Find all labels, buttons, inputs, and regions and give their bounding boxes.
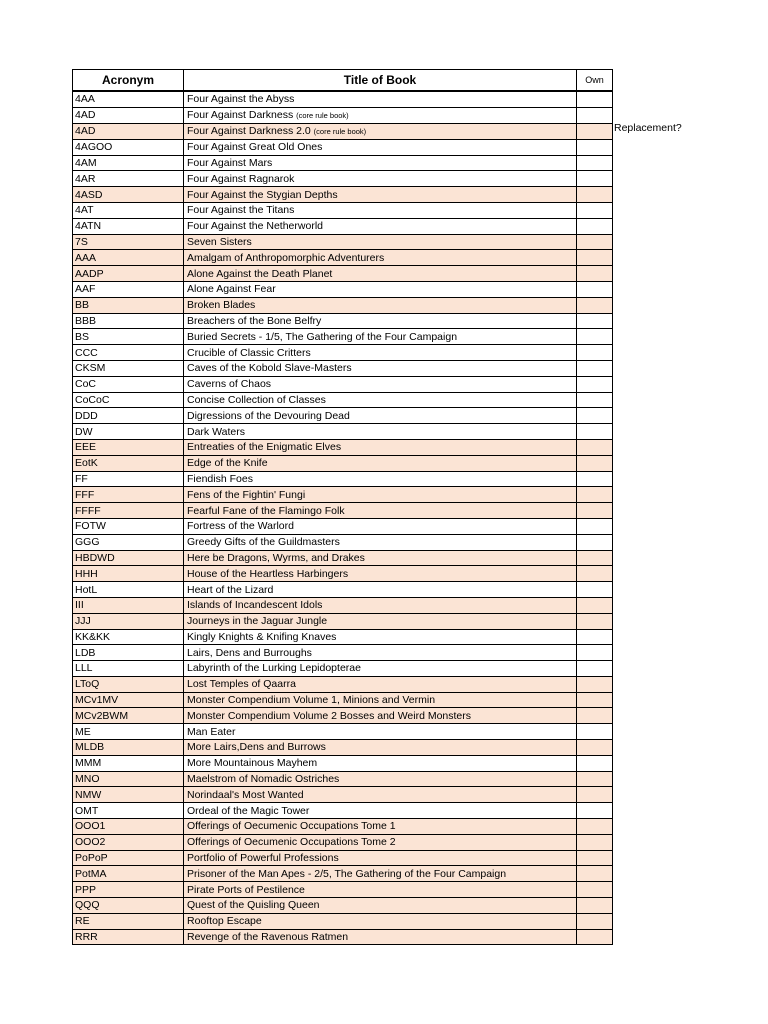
book-title: Entreaties of the Enigmatic Elves (187, 441, 342, 454)
book-title: Four Against the Stygian Depths (187, 188, 338, 201)
table-row (73, 850, 613, 866)
title-cell[interactable] (184, 803, 577, 819)
own-cell[interactable] (577, 771, 613, 787)
acronym-cell[interactable]: HotL (73, 582, 184, 598)
acronym-cell[interactable]: 7S (73, 234, 184, 250)
title-cell[interactable] (184, 155, 577, 171)
table-row (73, 566, 613, 582)
table-row (73, 155, 613, 171)
own-cell[interactable] (577, 250, 613, 266)
book-title: Four Against Darkness 2.0 (187, 124, 311, 137)
table-row (73, 645, 613, 661)
own-cell[interactable] (577, 740, 613, 756)
table-row (73, 313, 613, 329)
book-title: Amalgam of Anthropomorphic Adventurers (187, 251, 385, 264)
title-cell[interactable] (184, 661, 577, 677)
table-row (73, 345, 613, 361)
replacement-note: Replacement? (614, 122, 682, 134)
title-cell[interactable] (184, 107, 577, 123)
table-row (73, 202, 613, 218)
own-cell[interactable] (577, 91, 613, 107)
book-title: Alone Against Fear (187, 283, 276, 296)
book-note: (core rule book) (296, 110, 349, 120)
acronym-cell[interactable]: III (73, 597, 184, 613)
table-row (73, 234, 613, 250)
own-cell[interactable] (577, 708, 613, 724)
own-cell[interactable] (577, 755, 613, 771)
acronym-cell[interactable]: PPP (73, 882, 184, 898)
title-cell[interactable] (184, 819, 577, 835)
table-row (73, 534, 613, 550)
acronym-cell[interactable]: GGG (73, 534, 184, 550)
acronym-cell[interactable]: 4AA (73, 91, 184, 107)
book-title: Concise Collection of Classes (187, 393, 326, 406)
title-cell[interactable] (184, 771, 577, 787)
own-cell[interactable] (577, 882, 613, 898)
acronym-cell[interactable]: 4ATN (73, 218, 184, 234)
table-row (73, 424, 613, 440)
own-cell[interactable] (577, 582, 613, 598)
title-cell[interactable] (184, 408, 577, 424)
acronym-cell[interactable]: AADP (73, 266, 184, 282)
own-cell[interactable] (577, 187, 613, 203)
book-title: Lost Temples of Qaarra (187, 678, 296, 691)
acronym-cell[interactable]: CoCoC (73, 392, 184, 408)
table-row (73, 582, 613, 598)
book-title: Fearful Fane of the Flamingo Folk (187, 504, 345, 517)
title-cell[interactable] (184, 297, 577, 313)
acronym-cell[interactable]: JJJ (73, 613, 184, 629)
table-body (73, 91, 613, 945)
acronym-cell[interactable]: OOO2 (73, 834, 184, 850)
own-cell[interactable] (577, 661, 613, 677)
title-cell[interactable] (184, 740, 577, 756)
book-title: Crucible of Classic Critters (187, 346, 311, 359)
title-cell[interactable] (184, 708, 577, 724)
own-cell[interactable] (577, 597, 613, 613)
table-row (73, 866, 613, 882)
title-cell[interactable] (184, 123, 577, 139)
own-cell[interactable] (577, 566, 613, 582)
table-row (73, 471, 613, 487)
table-row (73, 819, 613, 835)
title-cell[interactable] (184, 518, 577, 534)
own-cell[interactable] (577, 787, 613, 803)
book-title: Greedy Gifts of the Guildmasters (187, 536, 340, 549)
table-row (73, 171, 613, 187)
book-title: Breachers of the Bone Belfry (187, 314, 322, 327)
title-cell[interactable] (184, 218, 577, 234)
own-cell[interactable] (577, 550, 613, 566)
table-row (73, 107, 613, 123)
title-cell[interactable] (184, 645, 577, 661)
table-row (73, 250, 613, 266)
book-title: Kingly Knights & Knifing Knaves (187, 630, 337, 643)
acronym-cell[interactable]: 4AGOO (73, 139, 184, 155)
title-cell[interactable] (184, 487, 577, 503)
own-cell[interactable] (577, 471, 613, 487)
acronym-cell[interactable]: HBDWD (73, 550, 184, 566)
title-cell[interactable] (184, 345, 577, 361)
book-title: Here be Dragons, Wyrms, and Drakes (187, 551, 365, 564)
title-cell[interactable] (184, 929, 577, 945)
book-title: Digressions of the Devouring Dead (187, 409, 350, 422)
own-cell[interactable] (577, 234, 613, 250)
table-row (73, 755, 613, 771)
acronym-cell[interactable]: BBB (73, 313, 184, 329)
title-cell[interactable] (184, 597, 577, 613)
own-cell[interactable] (577, 898, 613, 914)
title-cell[interactable] (184, 882, 577, 898)
own-cell[interactable] (577, 360, 613, 376)
title-cell[interactable] (184, 281, 577, 297)
table-row (73, 139, 613, 155)
own-cell[interactable] (577, 155, 613, 171)
acronym-cell[interactable]: MNO (73, 771, 184, 787)
own-cell[interactable] (577, 676, 613, 692)
title-cell[interactable] (184, 376, 577, 392)
own-cell[interactable] (577, 866, 613, 882)
book-title: Offerings of Oecumenic Occupations Tome 1 (187, 820, 396, 833)
title-cell[interactable] (184, 582, 577, 598)
own-cell[interactable] (577, 345, 613, 361)
own-cell[interactable] (577, 218, 613, 234)
book-title: Monster Compendium Volume 1, Minions and Vermin (187, 694, 436, 707)
own-cell[interactable] (577, 834, 613, 850)
table-row (73, 676, 613, 692)
book-title: Four Against Ragnarok (187, 172, 295, 185)
title-cell[interactable] (184, 724, 577, 740)
own-cell[interactable] (577, 123, 613, 139)
acronym-cell[interactable]: DW (73, 424, 184, 440)
acronym-cell[interactable]: HHH (73, 566, 184, 582)
table-row (73, 360, 613, 376)
own-cell[interactable] (577, 803, 613, 819)
title-cell[interactable] (184, 534, 577, 550)
table-row (73, 297, 613, 313)
acronym-cell[interactable]: LToQ (73, 676, 184, 692)
book-title: Rooftop Escape (187, 915, 262, 928)
book-title: Four Against the Netherworld (187, 220, 323, 233)
acronym-cell[interactable]: 4AR (73, 171, 184, 187)
title-cell[interactable] (184, 392, 577, 408)
own-cell[interactable] (577, 503, 613, 519)
table-row (73, 123, 613, 139)
table-row (73, 329, 613, 345)
acronym-cell[interactable]: MCv1MV (73, 692, 184, 708)
title-cell[interactable] (184, 329, 577, 345)
own-cell[interactable] (577, 424, 613, 440)
table-row (73, 518, 613, 534)
book-title: Four Against the Abyss (187, 93, 295, 106)
table-row (73, 740, 613, 756)
book-title: Edge of the Knife (187, 457, 268, 470)
title-cell[interactable] (184, 866, 577, 882)
table-row (73, 439, 613, 455)
own-cell[interactable] (577, 487, 613, 503)
book-title: Caverns of Chaos (187, 378, 272, 391)
book-title: Prisoner of the Man Apes - 2/5, The Gathering of the Four Campaign (187, 867, 507, 880)
acronym-cell[interactable]: 4AD (73, 107, 184, 123)
own-cell[interactable] (577, 692, 613, 708)
acronym-cell[interactable]: 4AD (73, 123, 184, 139)
book-title: Ordeal of the Magic Tower (187, 804, 310, 817)
table-row (73, 629, 613, 645)
title-cell[interactable] (184, 139, 577, 155)
acronym-cell[interactable]: EEE (73, 439, 184, 455)
own-cell[interactable] (577, 408, 613, 424)
title-cell[interactable] (184, 692, 577, 708)
table-row (73, 455, 613, 471)
header-own[interactable]: Own (577, 70, 613, 92)
acronym-cell[interactable]: NMW (73, 787, 184, 803)
acronym-cell[interactable]: MLDB (73, 740, 184, 756)
own-cell[interactable] (577, 329, 613, 345)
book-title: Labyrinth of the Lurking Lepidopterae (187, 662, 361, 675)
title-cell[interactable] (184, 913, 577, 929)
book-list-table (72, 69, 613, 945)
table-row (73, 266, 613, 282)
book-title: Man Eater (187, 725, 236, 738)
own-cell[interactable] (577, 819, 613, 835)
book-title: Broken Blades (187, 299, 256, 312)
book-title: Four Against Mars (187, 156, 273, 169)
table-row (73, 392, 613, 408)
title-cell[interactable] (184, 755, 577, 771)
table-header (73, 70, 613, 92)
acronym-cell[interactable]: RE (73, 913, 184, 929)
acronym-cell[interactable]: 4ASD (73, 187, 184, 203)
own-cell[interactable] (577, 534, 613, 550)
acronym-cell[interactable]: AAA (73, 250, 184, 266)
own-cell[interactable] (577, 724, 613, 740)
table-row (73, 834, 613, 850)
acronym-cell[interactable]: 4AT (73, 202, 184, 218)
book-title: Alone Against the Death Planet (187, 267, 333, 280)
own-cell[interactable] (577, 613, 613, 629)
own-cell[interactable] (577, 645, 613, 661)
book-title: Monster Compendium Volume 2 Bosses and Weird Monsters (187, 709, 472, 722)
book-title: Revenge of the Ravenous Ratmen (187, 931, 349, 944)
acronym-cell[interactable]: KK&KK (73, 629, 184, 645)
book-title: House of the Heartless Harbingers (187, 567, 349, 580)
table-row (73, 898, 613, 914)
table-row (73, 281, 613, 297)
book-title: Islands of Incandescent Idols (187, 599, 323, 612)
table-row (73, 91, 613, 107)
own-cell[interactable] (577, 171, 613, 187)
title-cell[interactable] (184, 171, 577, 187)
acronym-cell[interactable]: ME (73, 724, 184, 740)
own-cell[interactable] (577, 376, 613, 392)
book-title: Heart of the Lizard (187, 583, 274, 596)
acronym-cell[interactable]: FFF (73, 487, 184, 503)
table-row (73, 376, 613, 392)
book-title: Lairs, Dens and Burroughs (187, 646, 312, 659)
title-cell[interactable] (184, 471, 577, 487)
title-cell[interactable] (184, 503, 577, 519)
book-title: Four Against Darkness (187, 108, 294, 121)
title-cell[interactable] (184, 266, 577, 282)
book-title: Four Against the Titans (187, 204, 295, 217)
book-title: Fiendish Foes (187, 472, 253, 485)
table-row (73, 597, 613, 613)
title-cell[interactable] (184, 424, 577, 440)
own-cell[interactable] (577, 297, 613, 313)
own-cell[interactable] (577, 281, 613, 297)
own-cell[interactable] (577, 913, 613, 929)
table-row (73, 882, 613, 898)
title-cell[interactable] (184, 629, 577, 645)
acronym-cell[interactable]: FOTW (73, 518, 184, 534)
title-cell[interactable] (184, 566, 577, 582)
book-title: Four Against Great Old Ones (187, 141, 323, 154)
book-title: Quest of the Quisling Queen (187, 899, 320, 912)
title-cell[interactable] (184, 439, 577, 455)
title-cell[interactable] (184, 613, 577, 629)
title-cell[interactable] (184, 850, 577, 866)
acronym-cell[interactable]: QQQ (73, 898, 184, 914)
book-title: Fortress of the Warlord (187, 520, 294, 533)
table-row (73, 613, 613, 629)
table-row (73, 787, 613, 803)
acronym-cell[interactable]: FFFF (73, 503, 184, 519)
own-cell[interactable] (577, 107, 613, 123)
acronym-cell[interactable]: BB (73, 297, 184, 313)
header-row (73, 70, 613, 92)
title-cell[interactable] (184, 360, 577, 376)
acronym-cell[interactable]: CCC (73, 345, 184, 361)
book-title: Caves of the Kobold Slave-Masters (187, 362, 352, 375)
table-row (73, 724, 613, 740)
book-title: Maelstrom of Nomadic Ostriches (187, 773, 340, 786)
acronym-cell[interactable]: CKSM (73, 360, 184, 376)
acronym-cell[interactable]: CoC (73, 376, 184, 392)
book-note: (core rule book) (313, 126, 367, 136)
acronym-cell[interactable]: MMM (73, 755, 184, 771)
table-row (73, 218, 613, 234)
book-title: Fens of the Fightin' Fungi (187, 488, 306, 501)
table-row (73, 187, 613, 203)
title-cell[interactable] (184, 550, 577, 566)
book-title: Journeys in the Jaguar Jungle (187, 615, 328, 628)
acronym-cell[interactable]: RRR (73, 929, 184, 945)
own-cell[interactable] (577, 850, 613, 866)
table-row (73, 408, 613, 424)
acronym-cell[interactable]: BS (73, 329, 184, 345)
title-cell[interactable] (184, 91, 577, 107)
own-cell[interactable] (577, 629, 613, 645)
table-row (73, 708, 613, 724)
title-cell[interactable] (184, 676, 577, 692)
book-title: Buried Secrets - 1/5, The Gathering of the Four Campaign (187, 330, 458, 343)
book-title: Portfolio of Powerful Professions (187, 852, 339, 865)
own-cell[interactable] (577, 139, 613, 155)
own-cell[interactable] (577, 455, 613, 471)
acronym-cell[interactable]: PoPoP (73, 850, 184, 866)
acronym-cell[interactable]: EotK (73, 455, 184, 471)
own-cell[interactable] (577, 266, 613, 282)
book-title: More Mountainous Mayhem (187, 757, 318, 770)
table-row (73, 929, 613, 945)
acronym-cell[interactable]: OOO1 (73, 819, 184, 835)
book-title: Seven Sisters (187, 235, 252, 248)
acronym-cell[interactable]: FF (73, 471, 184, 487)
title-cell[interactable] (184, 313, 577, 329)
title-cell[interactable] (184, 234, 577, 250)
own-cell[interactable] (577, 202, 613, 218)
acronym-cell[interactable]: OMT (73, 803, 184, 819)
acronym-cell[interactable]: LDB (73, 645, 184, 661)
acronym-cell[interactable]: LLL (73, 661, 184, 677)
book-title: Offerings of Oecumenic Occupations Tome 2 (187, 836, 396, 849)
table-row (73, 913, 613, 929)
own-cell[interactable] (577, 518, 613, 534)
table-row (73, 692, 613, 708)
own-cell[interactable] (577, 439, 613, 455)
table-row (73, 771, 613, 787)
own-cell[interactable] (577, 929, 613, 945)
book-title: Dark Waters (187, 425, 245, 438)
table-row (73, 503, 613, 519)
table-row (73, 803, 613, 819)
table-row (73, 661, 613, 677)
own-cell[interactable] (577, 392, 613, 408)
title-cell[interactable] (184, 455, 577, 471)
title-cell[interactable] (184, 250, 577, 266)
title-cell[interactable] (184, 834, 577, 850)
table-row (73, 550, 613, 566)
book-title: More Lairs,Dens and Burrows (187, 741, 326, 754)
title-cell[interactable] (184, 202, 577, 218)
book-title: Norindaal's Most Wanted (187, 788, 304, 801)
acronym-cell[interactable]: MCv2BWM (73, 708, 184, 724)
header-title[interactable]: Title of Book (184, 70, 577, 92)
acronym-cell[interactable]: DDD (73, 408, 184, 424)
acronym-cell[interactable]: AAF (73, 281, 184, 297)
table-row (73, 487, 613, 503)
acronym-cell[interactable]: 4AM (73, 155, 184, 171)
acronym-cell[interactable]: PotMA (73, 866, 184, 882)
title-cell[interactable] (184, 787, 577, 803)
title-cell[interactable] (184, 898, 577, 914)
book-title: Pirate Ports of Pestilence (187, 883, 305, 896)
title-cell[interactable] (184, 187, 577, 203)
header-acronym[interactable]: Acronym (73, 70, 184, 92)
own-cell[interactable] (577, 313, 613, 329)
